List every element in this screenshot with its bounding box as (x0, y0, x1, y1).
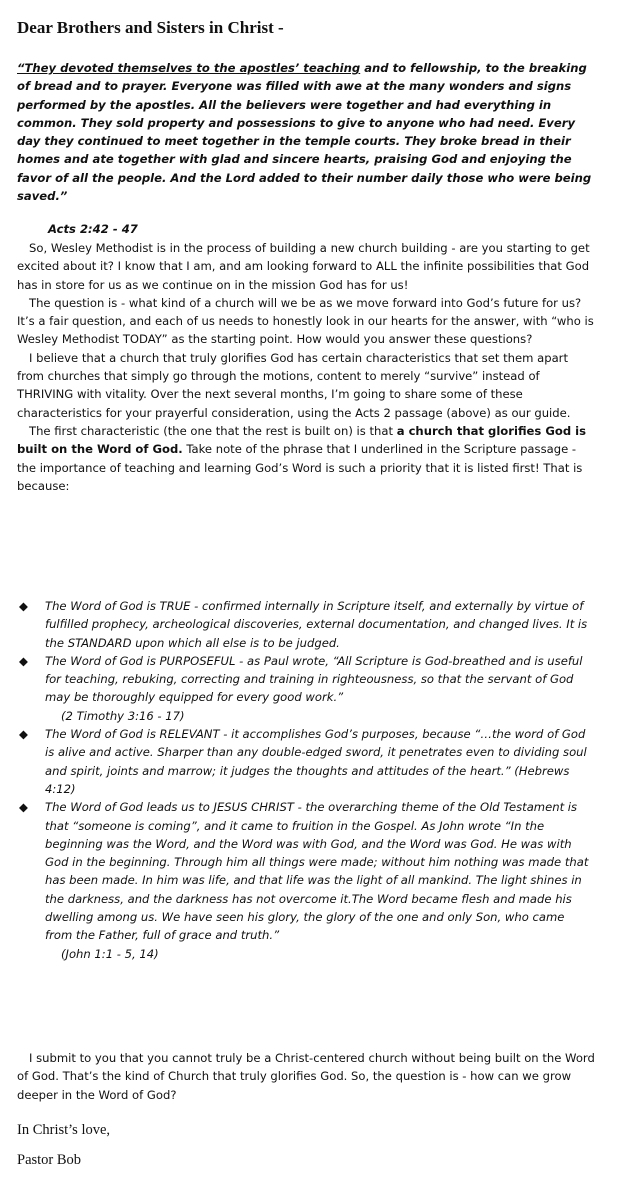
paragraph-new-building: So, Wesley Methodist is in the process of building a new church building - are you starting to get excited about it? I know that I am, and am looking forward to ALL the infinite possibilities that God has in store for us as we continue on in the mission God has for us! (17, 241, 590, 292)
word-of-god-list (17, 597, 595, 963)
underlined-scripture-phrase: “They devoted themselves to the apostles’ teaching (17, 61, 361, 75)
paragraph-question: The question is - what kind of a church will we be as we move forward into God’s future for us? It’s a fair question, and each of us needs to honestly look in our hearts for the answer, with “who is Wesley Methodist TODAY” as the starting point. How would you answer these questions? (17, 295, 594, 347)
diamond-bullet-icon: ◆ (19, 653, 28, 668)
paragraph-characteristics: I believe that a church that truly glorifies God has certain characteristics that set them apart from churches that simply go through the motions, content to merely “survive” instead of THRIVING with vitality. Over the next several months, I’m going to share some of these characteristics for your prayerful consideration, using the Acts 2 passage (above) as our guide. (17, 350, 571, 420)
list-item-text: The Word of God is RELEVANT - it accomplishes God’s purposes, because “…the word of God is alive and active. Sharper than any double-edged sword, it penetrates even to dividing soul and spirit, joints and marrow; it judges the thoughts and attitudes of the heart.” (Hebrews 4:12) (45, 727, 587, 796)
list-item-relevant (17, 725, 595, 798)
list-item-reference: (2 Timothy 3:16 - 17) (61, 708, 185, 723)
closing-valediction: In Christ’s love, (17, 1122, 111, 1138)
list-item-true (17, 597, 595, 652)
diamond-bullet-icon: ◆ (19, 800, 28, 815)
list-item-text: The Word of God leads us to JESUS CHRIST - the overarching theme of the Old Testament is that “someone is coming”, and it came to fruition in the Gospel. As John wrote “In the beginning was the Word, and the Word was with God, and the Word was God. He was with God in the beginning. Through him all things were made; without him nothing was made that has been made. In him was life, and that life was the light of all mankind. The light shines in the darkness, and the darkness has not overcome it.The Word became flesh and made his dwelling among us. We have seen his glory, the glory of the one and only Son, who came from the Father, full of grace and truth.” (45, 800, 589, 943)
letter-body-top (17, 239, 595, 495)
list-item-purposeful (17, 652, 595, 707)
list-item-text: The Word of God is PURPOSEFUL - as Paul wrote, “All Scripture is God-breathed and is useful for teaching, rebuking, correcting and training in righteousness, so that the servant of God may be thoroughly equipped for every good work.” (45, 653, 583, 705)
first-characteristic-bold: a church that glorifies God is built on the Word of God. (17, 423, 587, 457)
diamond-bullet-icon: ◆ (19, 727, 28, 742)
paragraph-first-characteristic (17, 422, 595, 495)
list-item-text: The Word of God is TRUE - confirmed internally in Scripture itself, and externally by virtue of fulfilled prophecy, archeological discoveries, external documentation, and changed lives. It is the STANDARD upon which all else is to be judged. (45, 599, 588, 650)
paragraph-closing-thought: I submit to you that you cannot truly be a Christ-centered church without being built on the Word of God. That’s the kind of Church that truly glorifies God. So, the question is - how can we grow deeper in the Word of God? (17, 1051, 595, 1102)
scripture-epigraph (17, 59, 595, 205)
list-item-jesus-christ (17, 798, 595, 944)
salutation-heading: Dear Brothers and Sisters in Christ - (17, 18, 284, 37)
scripture-text: and to fellowship, to the breaking of bread and to prayer. Everyone was filled with awe at the many wonders and signs performed by the apostles. All the believers were together and had everything in common. They sold property and possessions to give to anyone who had need. Every day they continued to meet together in the temple courts. They broke bread in their homes and ate together with glad and sincere hearts, praising God and enjoying the favor of all the people. And the Lord added to their number daily those who were being saved.” (17, 61, 592, 204)
scripture-reference: Acts 2:42 - 47 (48, 222, 138, 236)
diamond-bullet-icon: ◆ (19, 599, 28, 613)
letter-body-bottom (17, 1049, 595, 1104)
list-item-reference: (John 1:1 - 5, 14) (61, 946, 159, 961)
first-characteristic-rest: Take note of the phrase that I underlined in the Scripture passage - the importance of teaching and learning God’s Word is such a priority that it is listed first! That is because: (17, 442, 583, 493)
first-characteristic-intro: The first characteristic (the one that the rest is built on) is that (29, 423, 397, 438)
signature-name: Pastor Bob (17, 1152, 82, 1168)
